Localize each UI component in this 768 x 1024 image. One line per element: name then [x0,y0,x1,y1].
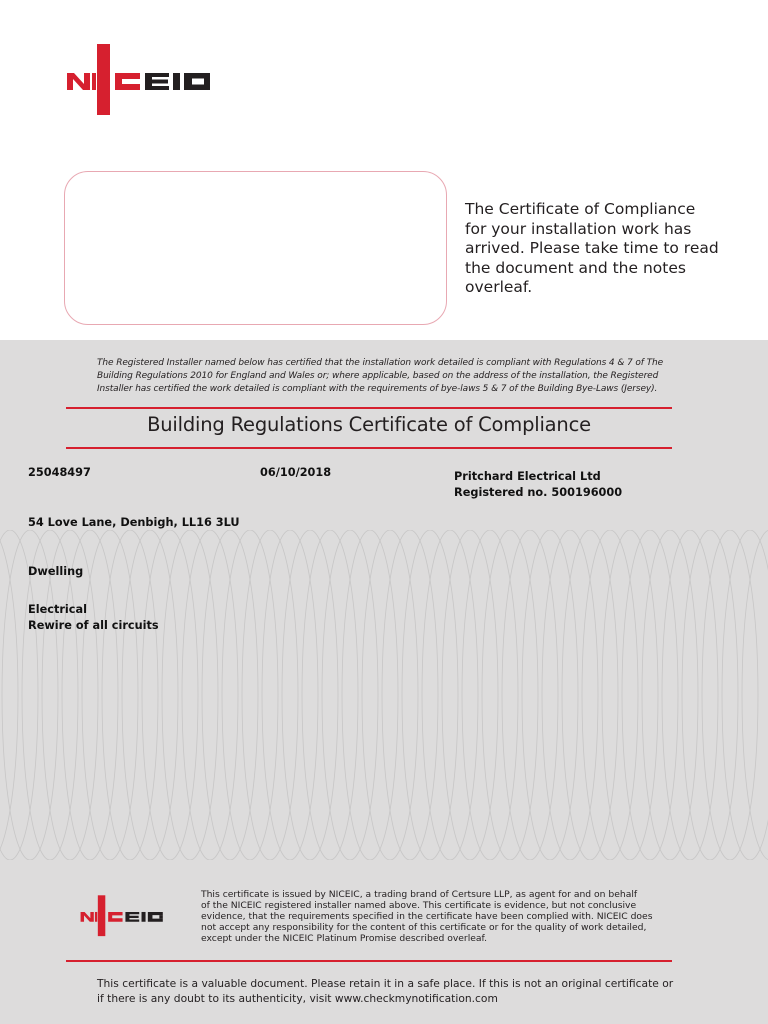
installer-name: Pritchard Electrical Ltd [454,470,601,483]
intro-line: for your installation work has [465,219,692,238]
notice-line: This certificate is a valuable document. Please retain it in a safe place. If this is not an original certificate or [97,977,674,990]
intro-line: the document and the notes [465,258,686,277]
certificate-title: Building Regulations Certificate of Compliance [147,413,591,436]
niceic-logo [66,44,226,116]
disclaimer-line: evidence, that the requirements specified in the certificate have been complied with. NICEIC does [201,910,653,922]
certificate-number: 25048497 [28,466,91,479]
property-type: Dwelling [28,565,84,578]
authenticity-notice [97,977,687,1006]
disclaimer-line: except under the NICEIC Platinum Promise described overleaf. [201,932,488,944]
installer-registered-no: Registered no. 500196000 [454,486,623,499]
disclaimer-line: not accept any responsibility for the content of this certificate or for the quality of work detailed, [201,921,647,933]
intro-line: The Certificate of Compliance [465,200,696,218]
work-type: Electrical [28,603,87,616]
footer-rule [66,960,672,962]
top-section [0,0,768,340]
disclaimer-line: This certificate is issued by NICEIC, a trading brand of Certsure LLP, as agent for and on behalf [201,889,638,900]
legal-line: The Registered Installer named below has certified that the installation work detailed is compliant with Regulations 4 & 7 of The [97,358,664,368]
legal-statement [97,357,667,396]
work-description: Rewire of all circuits [28,619,159,632]
legal-line: Installer has certified the work detailed is compliant with the requirements of bye-laws 5 & 7 of the Building Bye-Laws (Jersey). [97,384,658,394]
niceic-footer-logo [80,895,172,937]
intro-line: overleaf. [465,278,533,297]
intro-text [465,200,725,298]
guilloche-background-pattern [0,530,768,860]
address-window [64,171,447,325]
notice-line: if there is any doubt to its authenticity, visit www.checkmynotification.com [97,991,498,1005]
title-top-rule [66,407,672,409]
intro-line: arrived. Please take time to read [465,239,719,258]
certificate-panel [0,340,768,1024]
disclaimer-text [201,890,671,945]
installation-address: 54 Love Lane, Denbigh, LL16 3LU [28,516,240,529]
title-bottom-rule [66,447,672,449]
legal-line: Building Regulations 2010 for England and Wales or; where applicable, based on the address of the installation, the Registered [97,371,659,381]
disclaimer-line: of the NICEIC registered installer named above. This certificate is evidence, but not conclusive [201,899,637,911]
certificate-date: 06/10/2018 [260,466,332,479]
